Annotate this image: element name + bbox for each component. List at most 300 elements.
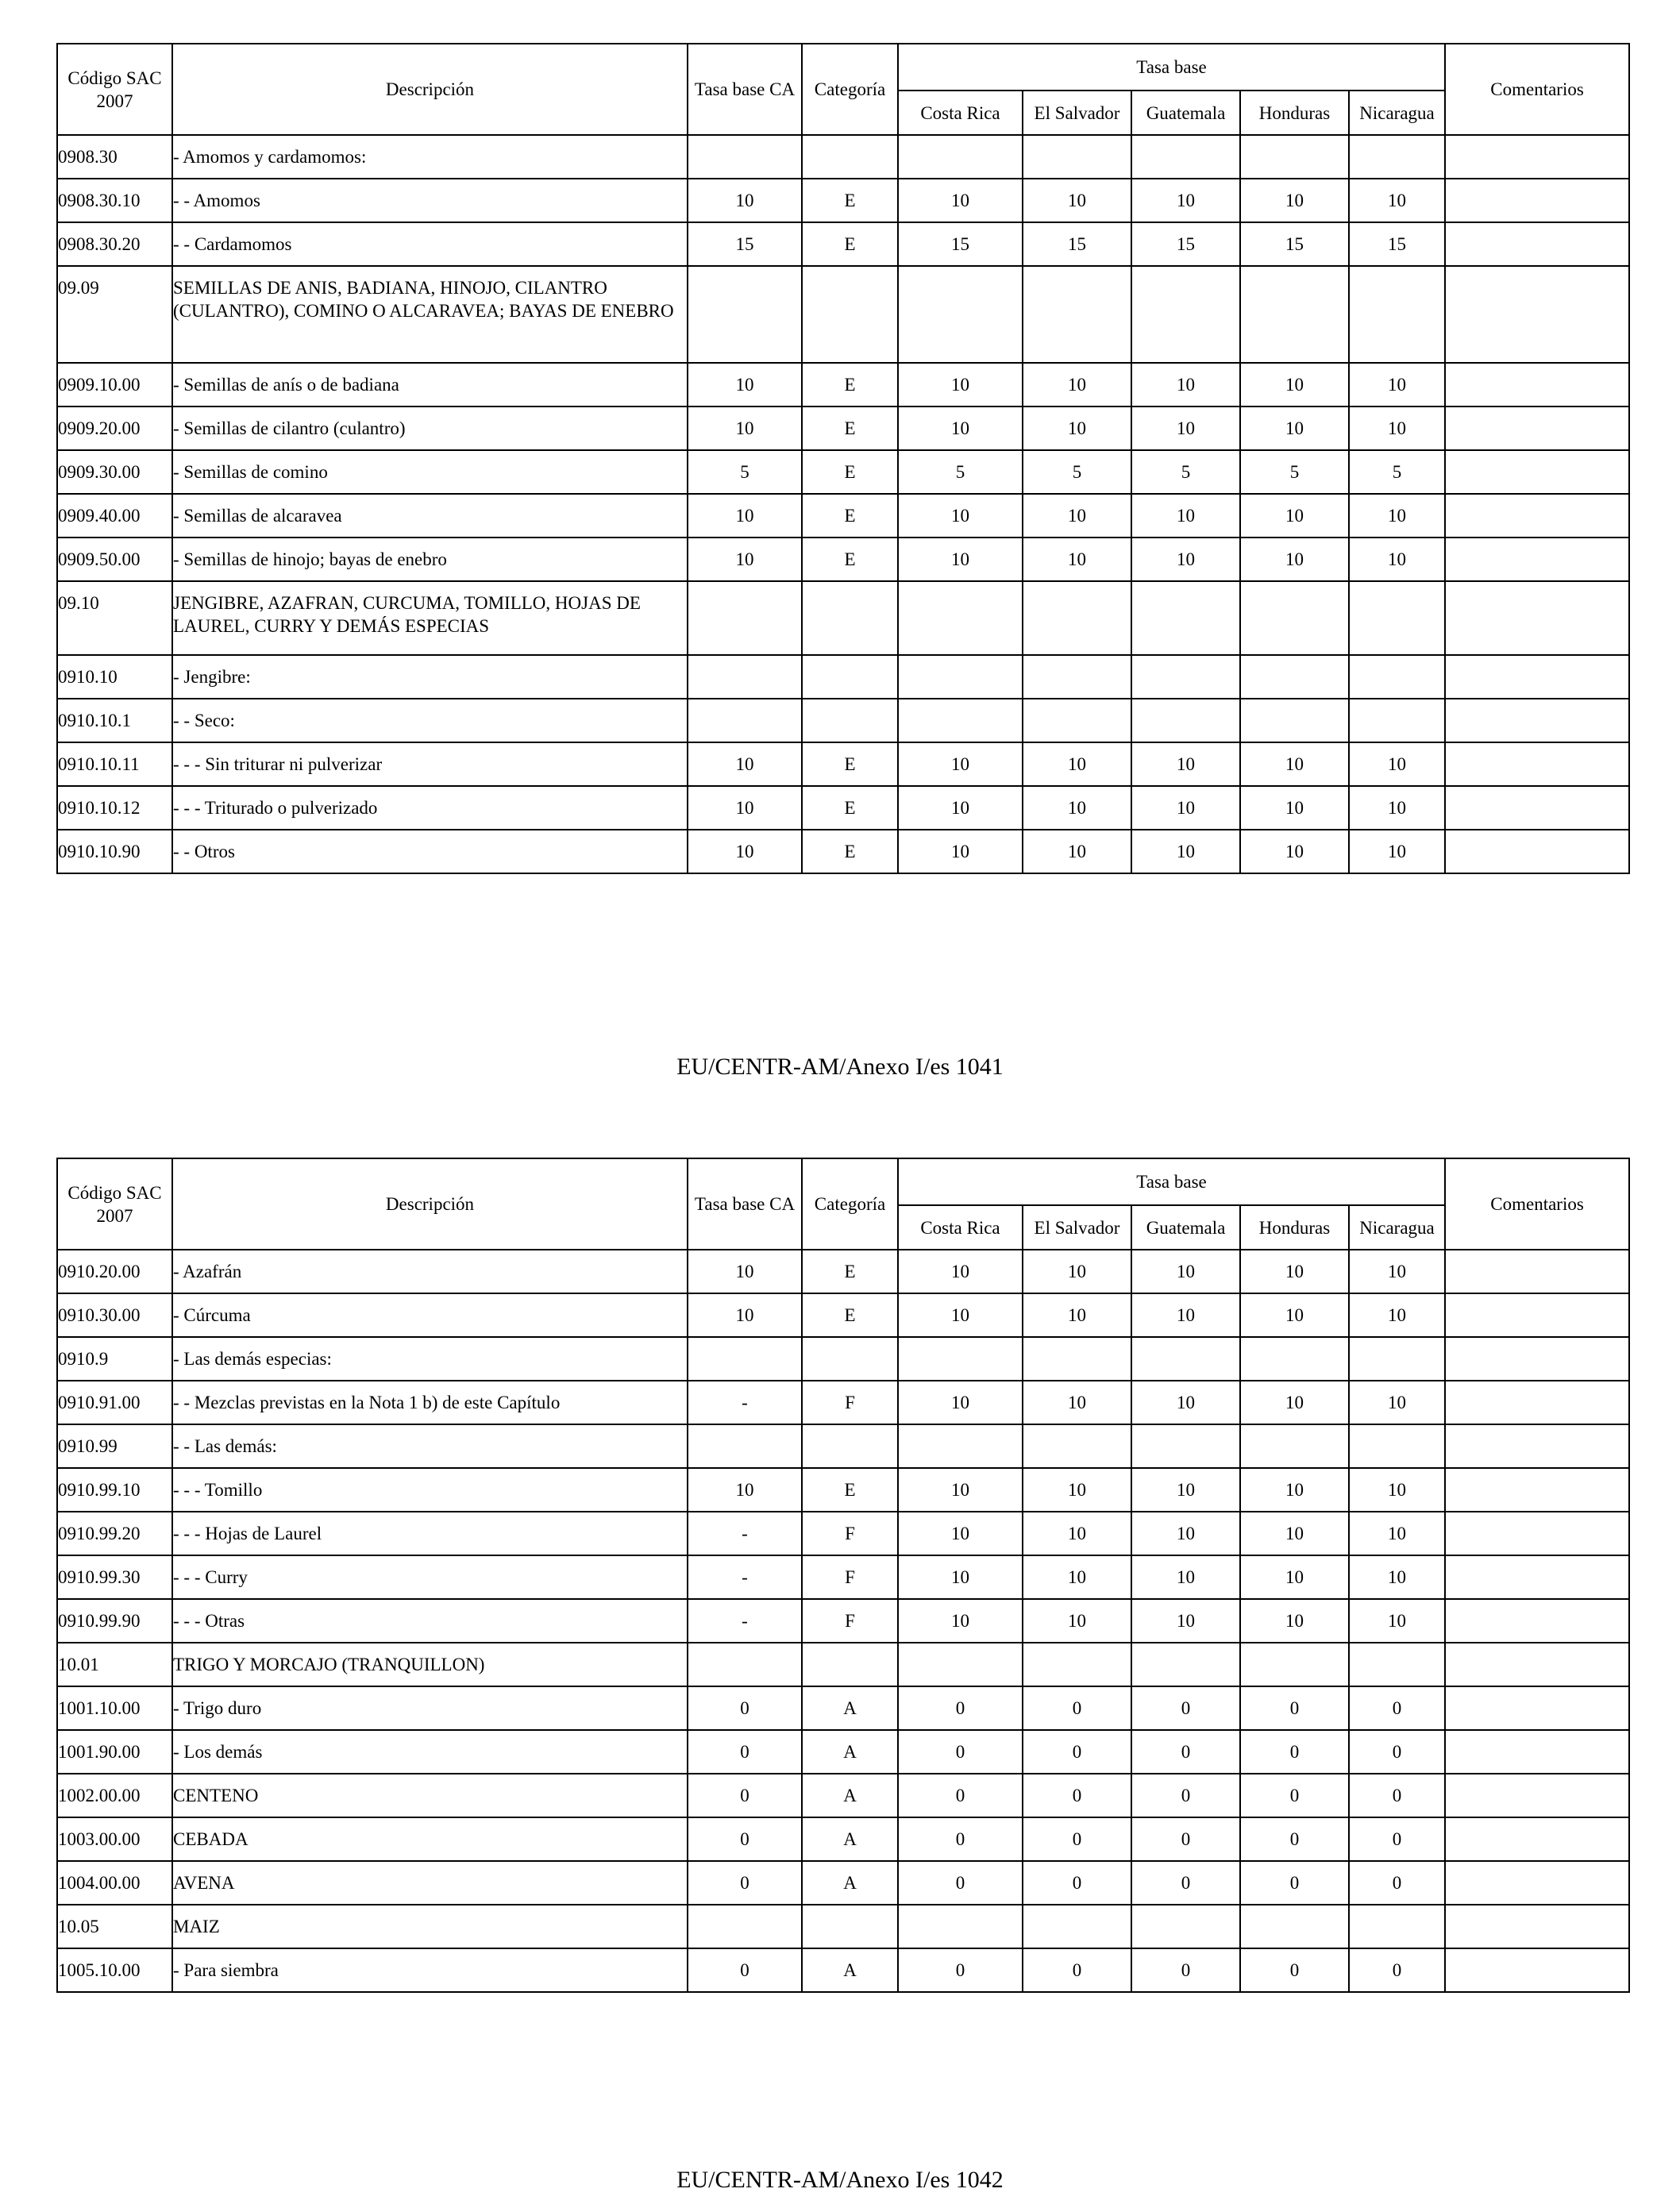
- cell-comentarios: [1445, 1424, 1629, 1468]
- cell-categoria: [802, 699, 898, 742]
- cell-codigo: 0910.20.00: [57, 1250, 172, 1293]
- cell-tasa-base-ca: -: [688, 1381, 802, 1424]
- cell-nicaragua: 10: [1349, 1293, 1445, 1337]
- cell-el-salvador: 0: [1023, 1774, 1131, 1817]
- cell-el-salvador: [1023, 135, 1131, 179]
- cell-honduras: 0: [1240, 1686, 1349, 1730]
- cell-tasa-base-ca: 10: [688, 742, 802, 786]
- table-row: [57, 1643, 1629, 1686]
- cell-categoria: F: [802, 1512, 898, 1555]
- cell-guatemala: 15: [1131, 222, 1240, 266]
- cell-descripcion: - Semillas de cilantro (culantro): [172, 407, 688, 450]
- tariff-table-1: [56, 43, 1630, 874]
- header-categoria: Categoría: [802, 44, 898, 135]
- cell-guatemala: 10: [1131, 830, 1240, 873]
- cell-costa-rica: [898, 1424, 1023, 1468]
- cell-descripcion: - Semillas de alcaravea: [172, 494, 688, 538]
- table-header: [57, 1158, 1629, 1250]
- cell-codigo: 0910.9: [57, 1337, 172, 1381]
- table-row: [57, 1686, 1629, 1730]
- cell-categoria: E: [802, 538, 898, 581]
- cell-codigo: 1002.00.00: [57, 1774, 172, 1817]
- cell-costa-rica: 10: [898, 742, 1023, 786]
- cell-el-salvador: 10: [1023, 494, 1131, 538]
- cell-codigo: 0910.99.30: [57, 1555, 172, 1599]
- cell-honduras: 10: [1240, 1555, 1349, 1599]
- cell-descripcion: - - - Hojas de Laurel: [172, 1512, 688, 1555]
- cell-tasa-base-ca: 10: [688, 1468, 802, 1512]
- cell-nicaragua: 10: [1349, 1512, 1445, 1555]
- cell-el-salvador: [1023, 1337, 1131, 1381]
- cell-el-salvador: 10: [1023, 1599, 1131, 1643]
- table-row: [57, 1948, 1629, 1992]
- cell-tasa-base-ca: -: [688, 1512, 802, 1555]
- cell-el-salvador: 10: [1023, 1512, 1131, 1555]
- cell-categoria: A: [802, 1817, 898, 1861]
- cell-el-salvador: 10: [1023, 179, 1131, 222]
- cell-nicaragua: 0: [1349, 1774, 1445, 1817]
- cell-costa-rica: 10: [898, 407, 1023, 450]
- cell-comentarios: [1445, 135, 1629, 179]
- cell-costa-rica: 10: [898, 1599, 1023, 1643]
- cell-nicaragua: [1349, 266, 1445, 363]
- cell-guatemala: [1131, 1905, 1240, 1948]
- cell-comentarios: [1445, 179, 1629, 222]
- cell-costa-rica: 0: [898, 1948, 1023, 1992]
- header-country: Nicaragua: [1349, 1205, 1445, 1250]
- cell-costa-rica: 10: [898, 1250, 1023, 1293]
- cell-honduras: [1240, 1424, 1349, 1468]
- table-row: [57, 407, 1629, 450]
- page-footer: EU/CENTR-AM/Anexo I/es 1042: [676, 2167, 1004, 2193]
- cell-categoria: [802, 581, 898, 655]
- cell-comentarios: [1445, 363, 1629, 407]
- cell-comentarios: [1445, 1250, 1629, 1293]
- cell-descripcion: - - Otros: [172, 830, 688, 873]
- cell-comentarios: [1445, 786, 1629, 830]
- cell-honduras: [1240, 135, 1349, 179]
- cell-comentarios: [1445, 1774, 1629, 1817]
- cell-guatemala: 0: [1131, 1730, 1240, 1774]
- cell-codigo: 0909.40.00: [57, 494, 172, 538]
- header-categoria: Categoría: [802, 1158, 898, 1250]
- cell-guatemala: [1131, 266, 1240, 363]
- cell-tasa-base-ca: 0: [688, 1730, 802, 1774]
- cell-honduras: 10: [1240, 1599, 1349, 1643]
- cell-nicaragua: 10: [1349, 407, 1445, 450]
- cell-honduras: 5: [1240, 450, 1349, 494]
- cell-guatemala: [1131, 135, 1240, 179]
- cell-costa-rica: [898, 581, 1023, 655]
- cell-el-salvador: 15: [1023, 222, 1131, 266]
- tariff-table-2: [56, 1158, 1630, 1993]
- cell-nicaragua: 5: [1349, 450, 1445, 494]
- cell-honduras: [1240, 581, 1349, 655]
- cell-nicaragua: [1349, 655, 1445, 699]
- cell-costa-rica: 5: [898, 450, 1023, 494]
- cell-guatemala: [1131, 1643, 1240, 1686]
- cell-tasa-base-ca: 0: [688, 1948, 802, 1992]
- cell-el-salvador: 10: [1023, 1468, 1131, 1512]
- cell-comentarios: [1445, 1293, 1629, 1337]
- cell-codigo: 0910.99.10: [57, 1468, 172, 1512]
- cell-descripcion: - Los demás: [172, 1730, 688, 1774]
- cell-costa-rica: [898, 1643, 1023, 1686]
- header-country: Guatemala: [1131, 91, 1240, 135]
- cell-nicaragua: [1349, 1905, 1445, 1948]
- cell-categoria: E: [802, 1293, 898, 1337]
- table-row: [57, 450, 1629, 494]
- cell-categoria: [802, 1337, 898, 1381]
- cell-codigo: 0910.99.90: [57, 1599, 172, 1643]
- cell-honduras: 0: [1240, 1774, 1349, 1817]
- cell-guatemala: 10: [1131, 1250, 1240, 1293]
- cell-codigo: 0910.30.00: [57, 1293, 172, 1337]
- cell-nicaragua: 0: [1349, 1948, 1445, 1992]
- table-row: [57, 1774, 1629, 1817]
- table-row: [57, 1905, 1629, 1948]
- table-row: [57, 830, 1629, 873]
- cell-comentarios: [1445, 1512, 1629, 1555]
- cell-categoria: F: [802, 1555, 898, 1599]
- cell-tasa-base-ca: 10: [688, 538, 802, 581]
- cell-comentarios: [1445, 266, 1629, 363]
- cell-codigo: 1001.10.00: [57, 1686, 172, 1730]
- cell-el-salvador: [1023, 1905, 1131, 1948]
- cell-el-salvador: [1023, 1424, 1131, 1468]
- table-row: [57, 135, 1629, 179]
- cell-comentarios: [1445, 538, 1629, 581]
- table-row: [57, 222, 1629, 266]
- cell-comentarios: [1445, 830, 1629, 873]
- table-row: [57, 1424, 1629, 1468]
- cell-honduras: [1240, 266, 1349, 363]
- cell-descripcion: - - Amomos: [172, 179, 688, 222]
- cell-descripcion: - - - Triturado o pulverizado: [172, 786, 688, 830]
- cell-nicaragua: 0: [1349, 1817, 1445, 1861]
- cell-costa-rica: 10: [898, 494, 1023, 538]
- table-row: [57, 655, 1629, 699]
- cell-costa-rica: 10: [898, 1555, 1023, 1599]
- cell-honduras: 10: [1240, 1468, 1349, 1512]
- cell-descripcion: - Trigo duro: [172, 1686, 688, 1730]
- cell-guatemala: [1131, 699, 1240, 742]
- cell-costa-rica: 0: [898, 1686, 1023, 1730]
- cell-tasa-base-ca: [688, 1337, 802, 1381]
- cell-costa-rica: 10: [898, 538, 1023, 581]
- cell-nicaragua: 10: [1349, 494, 1445, 538]
- table-row: [57, 1512, 1629, 1555]
- cell-tasa-base-ca: 10: [688, 407, 802, 450]
- cell-guatemala: [1131, 1424, 1240, 1468]
- cell-descripcion: CENTENO: [172, 1774, 688, 1817]
- cell-el-salvador: 0: [1023, 1861, 1131, 1905]
- cell-tasa-base-ca: 10: [688, 1293, 802, 1337]
- cell-guatemala: [1131, 581, 1240, 655]
- cell-categoria: E: [802, 450, 898, 494]
- cell-nicaragua: 10: [1349, 1468, 1445, 1512]
- cell-guatemala: 10: [1131, 1555, 1240, 1599]
- cell-costa-rica: 10: [898, 1293, 1023, 1337]
- cell-costa-rica: [898, 135, 1023, 179]
- table-header: [57, 44, 1629, 135]
- cell-honduras: 0: [1240, 1861, 1349, 1905]
- cell-nicaragua: [1349, 699, 1445, 742]
- header-descripcion: Descripción: [172, 1158, 688, 1250]
- cell-descripcion: - - - Sin triturar ni pulverizar: [172, 742, 688, 786]
- header-tasa-base: Tasa base: [898, 1158, 1445, 1205]
- cell-el-salvador: 10: [1023, 742, 1131, 786]
- cell-codigo: 10.01: [57, 1643, 172, 1686]
- cell-categoria: E: [802, 1468, 898, 1512]
- cell-comentarios: [1445, 1686, 1629, 1730]
- cell-codigo: 0910.99.20: [57, 1512, 172, 1555]
- cell-categoria: A: [802, 1774, 898, 1817]
- cell-costa-rica: [898, 699, 1023, 742]
- cell-el-salvador: 10: [1023, 1381, 1131, 1424]
- cell-comentarios: [1445, 1905, 1629, 1948]
- cell-costa-rica: 0: [898, 1774, 1023, 1817]
- cell-costa-rica: 10: [898, 363, 1023, 407]
- cell-descripcion: - - - Otras: [172, 1599, 688, 1643]
- cell-nicaragua: 0: [1349, 1730, 1445, 1774]
- table-row: [57, 363, 1629, 407]
- cell-categoria: E: [802, 363, 898, 407]
- cell-costa-rica: 0: [898, 1861, 1023, 1905]
- cell-codigo: 0910.10.11: [57, 742, 172, 786]
- cell-guatemala: 0: [1131, 1817, 1240, 1861]
- cell-tasa-base-ca: [688, 266, 802, 363]
- cell-categoria: [802, 135, 898, 179]
- cell-comentarios: [1445, 1381, 1629, 1424]
- cell-nicaragua: [1349, 1424, 1445, 1468]
- cell-comentarios: [1445, 655, 1629, 699]
- table-row: [57, 1381, 1629, 1424]
- cell-nicaragua: 10: [1349, 538, 1445, 581]
- cell-codigo: 0910.91.00: [57, 1381, 172, 1424]
- table-row: [57, 1730, 1629, 1774]
- cell-honduras: [1240, 1643, 1349, 1686]
- cell-el-salvador: 10: [1023, 538, 1131, 581]
- cell-tasa-base-ca: 10: [688, 179, 802, 222]
- cell-categoria: [802, 1643, 898, 1686]
- cell-descripcion: TRIGO Y MORCAJO (TRANQUILLON): [172, 1643, 688, 1686]
- cell-comentarios: [1445, 581, 1629, 655]
- cell-tasa-base-ca: [688, 135, 802, 179]
- cell-descripcion: - - Las demás:: [172, 1424, 688, 1468]
- cell-costa-rica: 10: [898, 1512, 1023, 1555]
- cell-nicaragua: 10: [1349, 1599, 1445, 1643]
- cell-el-salvador: [1023, 266, 1131, 363]
- cell-descripcion: - Semillas de hinojo; bayas de enebro: [172, 538, 688, 581]
- cell-costa-rica: 10: [898, 786, 1023, 830]
- cell-guatemala: 10: [1131, 1512, 1240, 1555]
- cell-codigo: 0910.10.1: [57, 699, 172, 742]
- cell-comentarios: [1445, 450, 1629, 494]
- cell-categoria: E: [802, 742, 898, 786]
- table-row: [57, 179, 1629, 222]
- cell-nicaragua: [1349, 1643, 1445, 1686]
- cell-honduras: 10: [1240, 742, 1349, 786]
- cell-tasa-base-ca: 0: [688, 1817, 802, 1861]
- cell-descripcion: - Semillas de comino: [172, 450, 688, 494]
- cell-codigo: 09.09: [57, 266, 172, 363]
- table-row: [57, 786, 1629, 830]
- cell-categoria: [802, 1424, 898, 1468]
- cell-honduras: 10: [1240, 407, 1349, 450]
- cell-tasa-base-ca: 10: [688, 1250, 802, 1293]
- cell-codigo: 0910.10.90: [57, 830, 172, 873]
- header-country: Guatemala: [1131, 1205, 1240, 1250]
- cell-categoria: [802, 1905, 898, 1948]
- cell-descripcion: - Azafrán: [172, 1250, 688, 1293]
- table-row: [57, 1250, 1629, 1293]
- cell-el-salvador: [1023, 655, 1131, 699]
- table-row: [57, 1293, 1629, 1337]
- cell-guatemala: 0: [1131, 1948, 1240, 1992]
- cell-tasa-base-ca: 0: [688, 1686, 802, 1730]
- cell-guatemala: 0: [1131, 1861, 1240, 1905]
- cell-comentarios: [1445, 407, 1629, 450]
- cell-descripcion: - Las demás especias:: [172, 1337, 688, 1381]
- header-country: Costa Rica: [898, 1205, 1023, 1250]
- cell-el-salvador: 10: [1023, 786, 1131, 830]
- cell-tasa-base-ca: [688, 1905, 802, 1948]
- cell-guatemala: 0: [1131, 1686, 1240, 1730]
- cell-honduras: 10: [1240, 1381, 1349, 1424]
- header-country: Honduras: [1240, 91, 1349, 135]
- cell-nicaragua: 10: [1349, 742, 1445, 786]
- header-tasa-base-ca: Tasa base CA: [688, 1158, 802, 1250]
- cell-el-salvador: 10: [1023, 407, 1131, 450]
- cell-guatemala: 10: [1131, 1381, 1240, 1424]
- cell-el-salvador: 0: [1023, 1817, 1131, 1861]
- cell-comentarios: [1445, 1643, 1629, 1686]
- cell-el-salvador: [1023, 699, 1131, 742]
- cell-descripcion: - - - Tomillo: [172, 1468, 688, 1512]
- cell-el-salvador: 10: [1023, 1250, 1131, 1293]
- cell-tasa-base-ca: 5: [688, 450, 802, 494]
- cell-honduras: 10: [1240, 1512, 1349, 1555]
- cell-descripcion: AVENA: [172, 1861, 688, 1905]
- cell-codigo: 10.05: [57, 1905, 172, 1948]
- cell-nicaragua: 10: [1349, 830, 1445, 873]
- cell-guatemala: 10: [1131, 1468, 1240, 1512]
- table-row: [57, 699, 1629, 742]
- cell-honduras: 10: [1240, 830, 1349, 873]
- cell-descripcion: JENGIBRE, AZAFRAN, CURCUMA, TOMILLO, HOJAS DE LAUREL, CURRY Y DEMÁS ESPECIAS: [172, 581, 688, 655]
- cell-tasa-base-ca: 0: [688, 1774, 802, 1817]
- header-tasa-base-ca: Tasa base CA: [688, 44, 802, 135]
- header-descripcion: Descripción: [172, 44, 688, 135]
- header-codigo: Código SAC 2007: [57, 44, 172, 135]
- cell-comentarios: [1445, 1599, 1629, 1643]
- cell-guatemala: [1131, 655, 1240, 699]
- cell-comentarios: [1445, 1817, 1629, 1861]
- cell-descripcion: - - Seco:: [172, 699, 688, 742]
- cell-tasa-base-ca: 10: [688, 830, 802, 873]
- cell-descripcion: MAIZ: [172, 1905, 688, 1948]
- table-row: [57, 1337, 1629, 1381]
- cell-codigo: 0910.10: [57, 655, 172, 699]
- cell-nicaragua: 10: [1349, 786, 1445, 830]
- cell-honduras: 10: [1240, 1250, 1349, 1293]
- cell-categoria: E: [802, 786, 898, 830]
- cell-categoria: F: [802, 1381, 898, 1424]
- cell-categoria: A: [802, 1948, 898, 1992]
- cell-categoria: E: [802, 830, 898, 873]
- cell-honduras: 10: [1240, 179, 1349, 222]
- cell-comentarios: [1445, 1948, 1629, 1992]
- cell-codigo: 0908.30.10: [57, 179, 172, 222]
- header-comentarios: Comentarios: [1445, 44, 1629, 135]
- cell-nicaragua: 15: [1349, 222, 1445, 266]
- cell-tasa-base-ca: 10: [688, 363, 802, 407]
- cell-descripcion: - Para siembra: [172, 1948, 688, 1992]
- cell-descripcion: - Cúrcuma: [172, 1293, 688, 1337]
- cell-costa-rica: 10: [898, 1381, 1023, 1424]
- cell-guatemala: 10: [1131, 1599, 1240, 1643]
- table-body: [57, 135, 1629, 873]
- cell-codigo: 0910.99: [57, 1424, 172, 1468]
- cell-comentarios: [1445, 1861, 1629, 1905]
- cell-guatemala: 10: [1131, 1293, 1240, 1337]
- table-row: [57, 494, 1629, 538]
- cell-categoria: E: [802, 179, 898, 222]
- cell-comentarios: [1445, 494, 1629, 538]
- cell-comentarios: [1445, 222, 1629, 266]
- cell-honduras: 10: [1240, 363, 1349, 407]
- cell-descripcion: SEMILLAS DE ANIS, BADIANA, HINOJO, CILANTRO (CULANTRO), COMINO O ALCARAVEA; BAYAS DE ENEBRO: [172, 266, 688, 363]
- header-country: Costa Rica: [898, 91, 1023, 135]
- cell-costa-rica: 15: [898, 222, 1023, 266]
- header-comentarios: Comentarios: [1445, 1158, 1629, 1250]
- cell-el-salvador: 10: [1023, 1293, 1131, 1337]
- cell-honduras: [1240, 699, 1349, 742]
- cell-honduras: [1240, 655, 1349, 699]
- cell-codigo: 1003.00.00: [57, 1817, 172, 1861]
- cell-guatemala: 10: [1131, 494, 1240, 538]
- header-country: Honduras: [1240, 1205, 1349, 1250]
- cell-descripcion: - Semillas de anís o de badiana: [172, 363, 688, 407]
- cell-codigo: 0909.30.00: [57, 450, 172, 494]
- table-row: [57, 581, 1629, 655]
- table-row: [57, 266, 1629, 363]
- cell-codigo: 09.10: [57, 581, 172, 655]
- cell-codigo: 0909.10.00: [57, 363, 172, 407]
- table-body: [57, 1250, 1629, 1992]
- cell-codigo: 0910.10.12: [57, 786, 172, 830]
- cell-codigo: 1005.10.00: [57, 1948, 172, 1992]
- cell-el-salvador: [1023, 581, 1131, 655]
- header-country: El Salvador: [1023, 1205, 1131, 1250]
- cell-categoria: E: [802, 222, 898, 266]
- cell-honduras: 10: [1240, 494, 1349, 538]
- cell-honduras: 10: [1240, 538, 1349, 581]
- table-row: [57, 538, 1629, 581]
- cell-tasa-base-ca: -: [688, 1599, 802, 1643]
- cell-tasa-base-ca: 10: [688, 786, 802, 830]
- cell-guatemala: [1131, 1337, 1240, 1381]
- cell-categoria: F: [802, 1599, 898, 1643]
- cell-codigo: 0908.30: [57, 135, 172, 179]
- cell-costa-rica: 0: [898, 1730, 1023, 1774]
- cell-codigo: 0909.50.00: [57, 538, 172, 581]
- cell-tasa-base-ca: 10: [688, 494, 802, 538]
- cell-costa-rica: [898, 266, 1023, 363]
- cell-el-salvador: 0: [1023, 1686, 1131, 1730]
- cell-comentarios: [1445, 1730, 1629, 1774]
